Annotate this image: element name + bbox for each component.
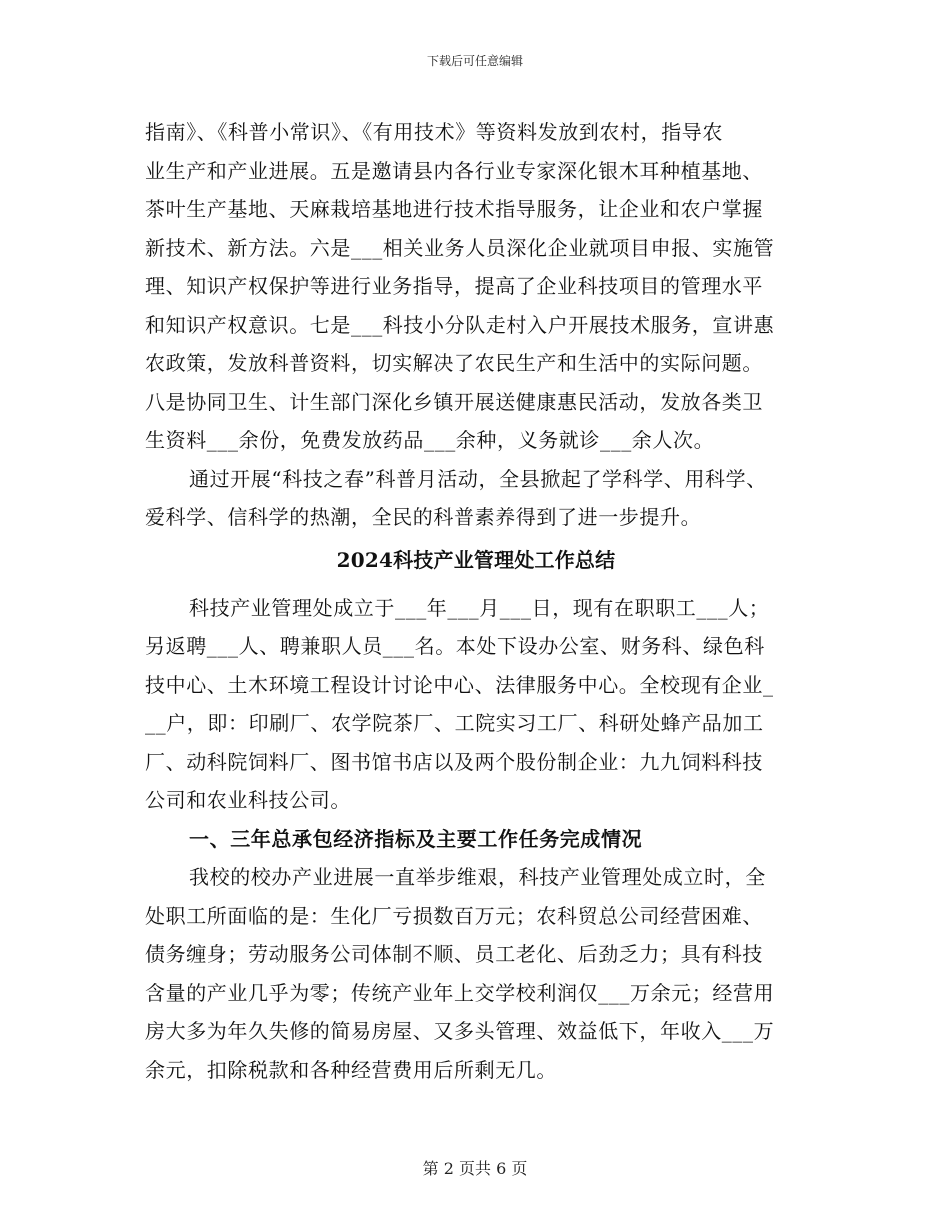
text-line: 科技产业管理处成立于___年___月___日，现有在职职工___人；	[189, 595, 770, 620]
text-line: 含量的产业几乎为零；传统产业年上交学校利润仅___万余元；经营用	[145, 980, 775, 1005]
text-line: 厂、动科院饲料厂、图书馆书店以及两个股份制企业：九九饲料科技	[145, 749, 763, 774]
text-line: 房大多为年久失修的简易房屋、又多头管理、效益低下，年收入___万	[145, 1019, 775, 1043]
text-line: 和知识产权意识。七是___科技小分队走村入户开展技术服务，宣讲惠	[145, 312, 775, 337]
text-line: 公司和农业科技公司。	[145, 788, 351, 812]
text-line: 指南》、《科普小常识》、《有用技术》等资料发放到农村，指导农	[145, 120, 723, 144]
section-title: 2024科技产业管理处工作总结	[336, 547, 616, 572]
text-line: 茶叶生产基地、天麻栽培基地进行技术指导服务，让企业和农户掌握	[145, 197, 763, 221]
text-line: 八是协同卫生、计生部门深化乡镇开展送健康惠民活动，发放各类卫	[145, 389, 763, 414]
section-heading: 一、三年总承包经济指标及主要工作任务完成情况	[189, 826, 643, 851]
text-line: 农政策，发放科普资料，切实解决了农民生产和生活中的实际问题。	[145, 351, 763, 375]
text-line: 理、知识产权保护等进行业务指导，提高了企业科技项目的管理水平	[145, 274, 763, 298]
text-line: 新技术、新方法。六是___相关业务人员深化企业就项目申报、实施管	[145, 235, 775, 260]
text-line: 债务缠身；劳动服务公司体制不顺、员工老化、后劲乏力；具有科技	[145, 942, 763, 966]
document-body	[145, 113, 807, 1089]
text-line: 爱科学、信科学的热潮，全民的科普素养得到了进一步提升。	[145, 505, 702, 529]
text-line: 生资料___余份，免费发放药品___余种，义务就诊___余人次。	[145, 428, 715, 452]
page-footer: 第 2 页共 6 页	[422, 1159, 528, 1178]
text-line: 通过开展“科技之春”科普月活动，全县掀起了学科学、用科学、	[189, 466, 767, 491]
text-line: 业生产和产业进展。五是邀请县内各行业专家深化银木耳种植基地、	[145, 158, 763, 183]
text-line: 技中心、土木环境工程设计讨论中心、法律服务中心。全校现有企业_	[145, 672, 774, 697]
text-line: 另返聘___人、聘兼职人员___名。本处下设办公室、财务科、绿色科	[145, 634, 765, 658]
text-line: 处职工所面临的是：生化厂亏损数百万元；农科贸总公司经营困难、	[145, 903, 763, 928]
text-line: 余元，扣除税款和各种经营费用后所剩无几。	[145, 1057, 557, 1082]
text-line: 我校的校办产业进展一直举步维艰，科技产业管理处成立时，全	[189, 865, 766, 889]
text-line: __户，即：印刷厂、农学院茶厂、工院实习工厂、科研处蜂产品加工	[145, 711, 764, 735]
page-header: 下载后可任意编辑	[426, 54, 523, 68]
